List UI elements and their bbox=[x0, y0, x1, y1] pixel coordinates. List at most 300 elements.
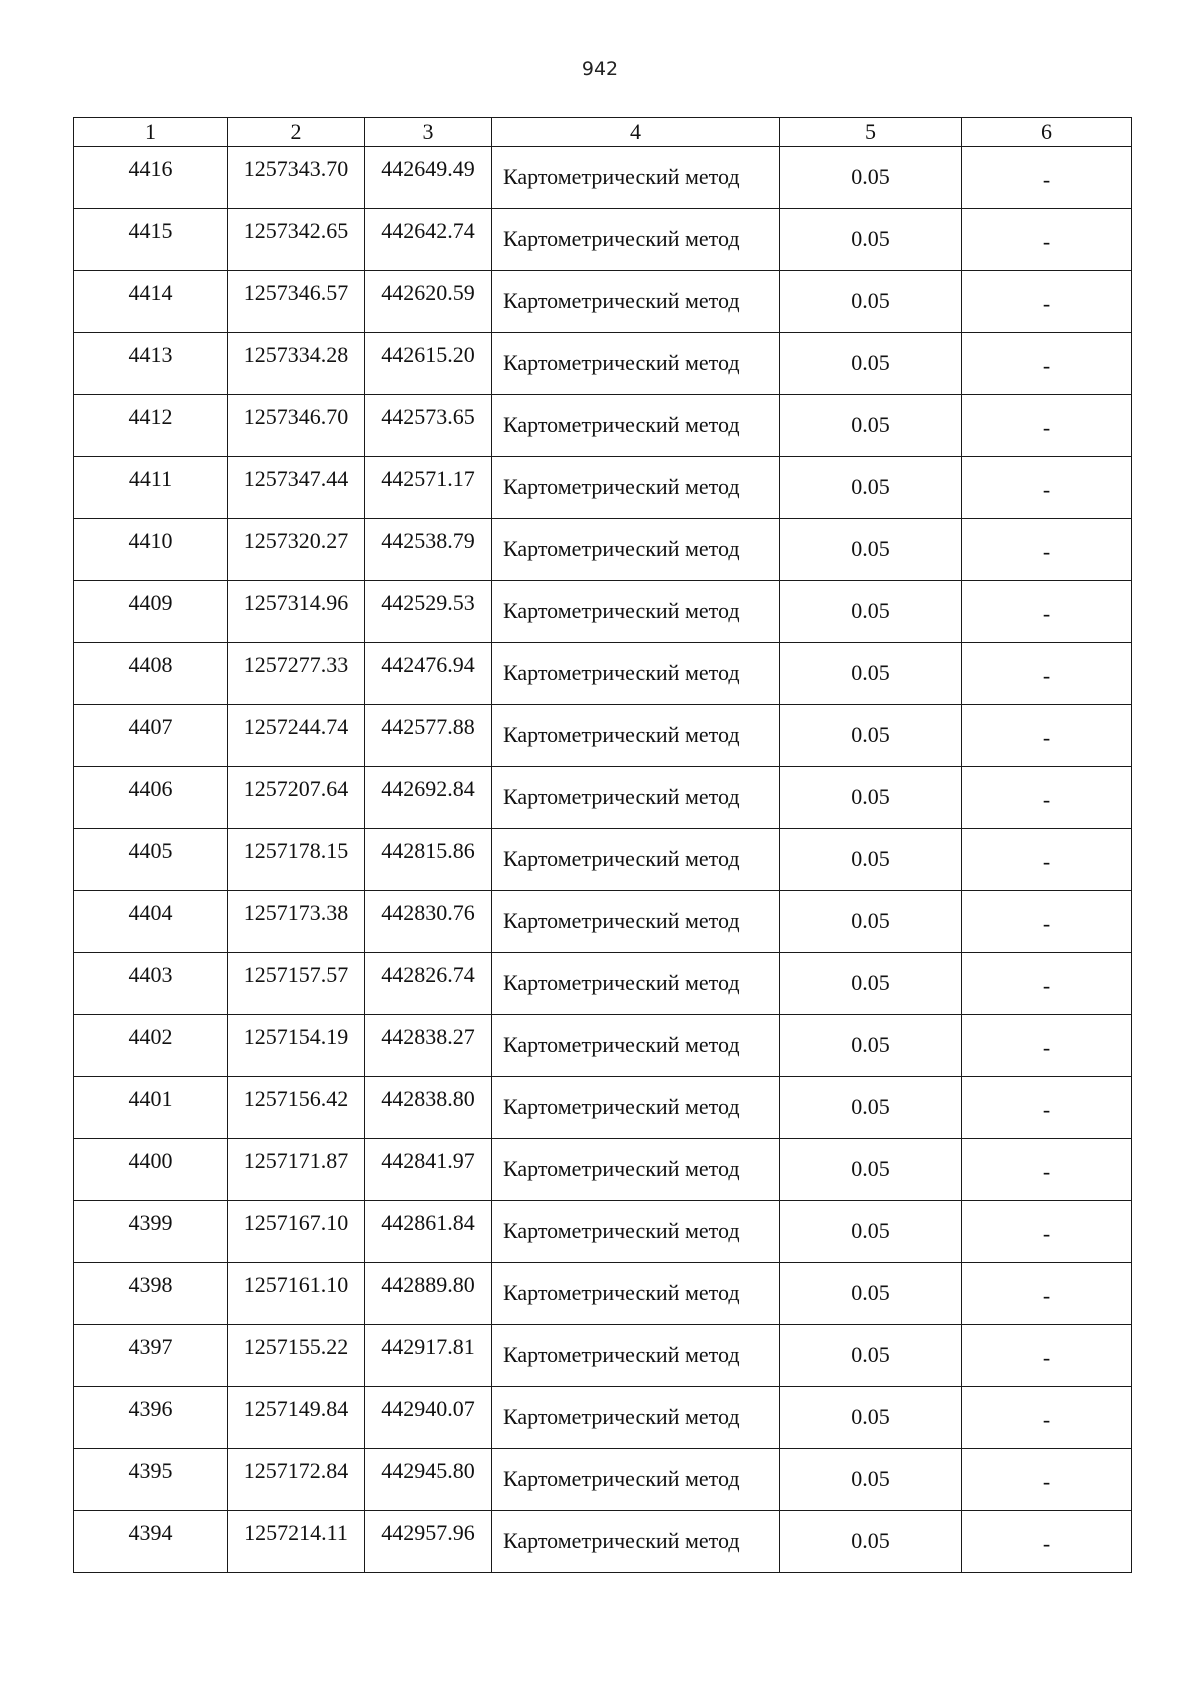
note-cell bbox=[962, 209, 1132, 271]
y-coordinate-value: 442649.49 bbox=[381, 155, 475, 181]
point-number-value: 4396 bbox=[128, 1395, 173, 1421]
column-header-5: 5 bbox=[780, 118, 962, 147]
x-coordinate-value: 1257244.74 bbox=[243, 713, 349, 739]
method-cell bbox=[492, 1015, 780, 1077]
accuracy-value: 0.05 bbox=[851, 1403, 890, 1429]
y-coordinate-value: 442838.27 bbox=[381, 1023, 475, 1049]
note-cell bbox=[962, 1449, 1132, 1511]
accuracy-value: 0.05 bbox=[851, 845, 890, 871]
x-coordinate-value: 1257347.44 bbox=[243, 465, 349, 491]
accuracy-cell bbox=[780, 1015, 962, 1077]
accuracy-value: 0.05 bbox=[851, 535, 890, 561]
x-coordinate-cell bbox=[228, 1449, 365, 1511]
y-coordinate-value: 442642.74 bbox=[381, 217, 475, 243]
method-cell bbox=[492, 147, 780, 209]
point-number-value: 4402 bbox=[128, 1023, 173, 1049]
method-cell bbox=[492, 891, 780, 953]
note-cell bbox=[962, 1511, 1132, 1573]
note-cell bbox=[962, 829, 1132, 891]
y-coordinate-cell bbox=[365, 519, 492, 581]
point-number-cell bbox=[74, 1263, 228, 1325]
accuracy-value: 0.05 bbox=[851, 659, 890, 685]
point-number-value: 4397 bbox=[128, 1333, 173, 1359]
point-number-value: 4415 bbox=[128, 217, 173, 243]
y-coordinate-value: 442830.76 bbox=[381, 899, 475, 925]
method-cell bbox=[492, 829, 780, 891]
accuracy-cell bbox=[780, 953, 962, 1015]
y-coordinate-value: 442815.86 bbox=[381, 837, 475, 863]
point-number-cell bbox=[74, 1449, 228, 1511]
x-coordinate-value: 1257214.11 bbox=[244, 1519, 348, 1545]
note-value: - bbox=[1042, 1530, 1051, 1556]
table-row bbox=[74, 333, 1132, 395]
accuracy-value: 0.05 bbox=[851, 907, 890, 933]
x-coordinate-value: 1257343.70 bbox=[243, 155, 349, 181]
x-coordinate-value: 1257173.38 bbox=[243, 899, 349, 925]
y-coordinate-value: 442476.94 bbox=[381, 651, 475, 677]
note-value: - bbox=[1042, 1034, 1051, 1060]
accuracy-value: 0.05 bbox=[851, 225, 890, 251]
x-coordinate-cell bbox=[228, 953, 365, 1015]
table-row bbox=[74, 271, 1132, 333]
method-value: Картометрический метод bbox=[503, 1217, 740, 1243]
y-coordinate-cell bbox=[365, 643, 492, 705]
note-value: - bbox=[1042, 786, 1051, 812]
y-coordinate-cell bbox=[365, 1263, 492, 1325]
method-cell bbox=[492, 643, 780, 705]
accuracy-value: 0.05 bbox=[851, 1341, 890, 1367]
method-value: Картометрический метод bbox=[503, 535, 740, 561]
x-coordinate-value: 1257155.22 bbox=[243, 1333, 349, 1359]
method-value: Картометрический метод bbox=[503, 163, 740, 189]
x-coordinate-value: 1257334.28 bbox=[243, 341, 349, 367]
point-number-cell bbox=[74, 1325, 228, 1387]
point-number-cell bbox=[74, 1201, 228, 1263]
point-number-cell bbox=[74, 1015, 228, 1077]
point-number-value: 4408 bbox=[128, 651, 173, 677]
table-row bbox=[74, 1511, 1132, 1573]
x-coordinate-cell bbox=[228, 519, 365, 581]
accuracy-cell bbox=[780, 1511, 962, 1573]
y-coordinate-value: 442940.07 bbox=[381, 1395, 475, 1421]
accuracy-cell bbox=[780, 209, 962, 271]
accuracy-cell bbox=[780, 395, 962, 457]
accuracy-value: 0.05 bbox=[851, 721, 890, 747]
accuracy-value: 0.05 bbox=[851, 783, 890, 809]
note-value: - bbox=[1042, 352, 1051, 378]
x-coordinate-value: 1257346.57 bbox=[243, 279, 349, 305]
method-cell bbox=[492, 1139, 780, 1201]
method-cell bbox=[492, 581, 780, 643]
note-value: - bbox=[1042, 228, 1051, 254]
point-number-cell bbox=[74, 767, 228, 829]
table-row bbox=[74, 209, 1132, 271]
note-value: - bbox=[1042, 290, 1051, 316]
x-coordinate-cell bbox=[228, 1015, 365, 1077]
x-coordinate-value: 1257161.10 bbox=[243, 1271, 349, 1297]
table-row bbox=[74, 643, 1132, 705]
note-value: - bbox=[1042, 1344, 1051, 1370]
y-coordinate-value: 442538.79 bbox=[381, 527, 475, 553]
note-value: - bbox=[1042, 476, 1051, 502]
point-number-cell bbox=[74, 705, 228, 767]
y-coordinate-cell bbox=[365, 767, 492, 829]
note-cell bbox=[962, 271, 1132, 333]
note-value: - bbox=[1042, 1282, 1051, 1308]
point-number-value: 4394 bbox=[128, 1519, 173, 1545]
table-row bbox=[74, 1139, 1132, 1201]
x-coordinate-cell bbox=[228, 1325, 365, 1387]
y-coordinate-value: 442577.88 bbox=[381, 713, 475, 739]
point-number-cell bbox=[74, 891, 228, 953]
table-row bbox=[74, 1449, 1132, 1511]
x-coordinate-cell bbox=[228, 1511, 365, 1573]
method-cell bbox=[492, 767, 780, 829]
point-number-cell bbox=[74, 209, 228, 271]
accuracy-cell bbox=[780, 457, 962, 519]
note-value: - bbox=[1042, 848, 1051, 874]
x-coordinate-cell bbox=[228, 395, 365, 457]
table-row bbox=[74, 1263, 1132, 1325]
note-cell bbox=[962, 1263, 1132, 1325]
method-value: Картометрический метод bbox=[503, 411, 740, 437]
table-row bbox=[74, 1077, 1132, 1139]
method-cell bbox=[492, 1387, 780, 1449]
point-number-cell bbox=[74, 643, 228, 705]
accuracy-cell bbox=[780, 1263, 962, 1325]
x-coordinate-cell bbox=[228, 829, 365, 891]
note-value: - bbox=[1042, 662, 1051, 688]
table-row bbox=[74, 953, 1132, 1015]
method-value: Картометрический метод bbox=[503, 1031, 740, 1057]
table-row bbox=[74, 1325, 1132, 1387]
x-coordinate-cell bbox=[228, 1201, 365, 1263]
point-number-cell bbox=[74, 1511, 228, 1573]
point-number-value: 4413 bbox=[128, 341, 173, 367]
method-cell bbox=[492, 1077, 780, 1139]
x-coordinate-cell bbox=[228, 209, 365, 271]
accuracy-cell bbox=[780, 1325, 962, 1387]
y-coordinate-cell bbox=[365, 1015, 492, 1077]
note-value: - bbox=[1042, 1158, 1051, 1184]
accuracy-cell bbox=[780, 829, 962, 891]
point-number-value: 4406 bbox=[128, 775, 173, 801]
accuracy-value: 0.05 bbox=[851, 1279, 890, 1305]
accuracy-value: 0.05 bbox=[851, 1465, 890, 1491]
point-number-value: 4398 bbox=[128, 1271, 173, 1297]
accuracy-cell bbox=[780, 767, 962, 829]
note-value: - bbox=[1042, 1406, 1051, 1432]
x-coordinate-cell bbox=[228, 705, 365, 767]
point-number-cell bbox=[74, 457, 228, 519]
y-coordinate-cell bbox=[365, 457, 492, 519]
method-cell bbox=[492, 1511, 780, 1573]
note-cell bbox=[962, 767, 1132, 829]
method-value: Картометрический метод bbox=[503, 1341, 740, 1367]
table-row bbox=[74, 1201, 1132, 1263]
method-value: Картометрический метод bbox=[503, 287, 740, 313]
point-number-value: 4416 bbox=[128, 155, 173, 181]
method-value: Картометрический метод bbox=[503, 1279, 740, 1305]
note-cell bbox=[962, 1077, 1132, 1139]
method-value: Картометрический метод bbox=[503, 1403, 740, 1429]
method-cell bbox=[492, 1201, 780, 1263]
method-cell bbox=[492, 705, 780, 767]
accuracy-value: 0.05 bbox=[851, 163, 890, 189]
x-coordinate-cell bbox=[228, 457, 365, 519]
note-cell bbox=[962, 519, 1132, 581]
x-coordinate-cell bbox=[228, 147, 365, 209]
y-coordinate-value: 442841.97 bbox=[381, 1147, 475, 1173]
point-number-value: 4399 bbox=[128, 1209, 173, 1235]
y-coordinate-value: 442826.74 bbox=[381, 961, 475, 987]
y-coordinate-cell bbox=[365, 209, 492, 271]
table-row bbox=[74, 395, 1132, 457]
x-coordinate-cell bbox=[228, 1077, 365, 1139]
page-number: 942 bbox=[581, 58, 619, 80]
table-body bbox=[74, 147, 1132, 1573]
point-number-cell bbox=[74, 333, 228, 395]
x-coordinate-cell bbox=[228, 1139, 365, 1201]
x-coordinate-value: 1257207.64 bbox=[243, 775, 349, 801]
x-coordinate-cell bbox=[228, 1263, 365, 1325]
point-number-value: 4412 bbox=[128, 403, 173, 429]
note-value: - bbox=[1042, 910, 1051, 936]
method-value: Картометрический метод bbox=[503, 349, 740, 375]
point-number-value: 4407 bbox=[128, 713, 173, 739]
point-number-value: 4404 bbox=[128, 899, 173, 925]
point-number-value: 4403 bbox=[128, 961, 173, 987]
point-number-value: 4409 bbox=[128, 589, 173, 615]
table-row bbox=[74, 891, 1132, 953]
y-coordinate-cell bbox=[365, 1449, 492, 1511]
coordinates-table bbox=[73, 117, 1132, 1573]
y-coordinate-value: 442620.59 bbox=[381, 279, 475, 305]
note-cell bbox=[962, 1201, 1132, 1263]
note-value: - bbox=[1042, 600, 1051, 626]
x-coordinate-cell bbox=[228, 333, 365, 395]
note-cell bbox=[962, 1139, 1132, 1201]
accuracy-value: 0.05 bbox=[851, 1031, 890, 1057]
x-coordinate-value: 1257157.57 bbox=[243, 961, 349, 987]
point-number-cell bbox=[74, 147, 228, 209]
point-number-value: 4395 bbox=[128, 1457, 173, 1483]
method-value: Картометрический метод bbox=[503, 783, 740, 809]
table-row bbox=[74, 519, 1132, 581]
accuracy-value: 0.05 bbox=[851, 411, 890, 437]
y-coordinate-value: 442573.65 bbox=[381, 403, 475, 429]
x-coordinate-value: 1257320.27 bbox=[243, 527, 349, 553]
x-coordinate-cell bbox=[228, 271, 365, 333]
note-cell bbox=[962, 953, 1132, 1015]
note-value: - bbox=[1042, 724, 1051, 750]
point-number-value: 4401 bbox=[128, 1085, 173, 1111]
accuracy-cell bbox=[780, 581, 962, 643]
note-value: - bbox=[1042, 1220, 1051, 1246]
table-row bbox=[74, 1015, 1132, 1077]
note-cell bbox=[962, 1387, 1132, 1449]
y-coordinate-value: 442861.84 bbox=[381, 1209, 475, 1235]
method-value: Картометрический метод bbox=[503, 969, 740, 995]
method-cell bbox=[492, 519, 780, 581]
method-cell bbox=[492, 953, 780, 1015]
table-row bbox=[74, 581, 1132, 643]
method-cell bbox=[492, 457, 780, 519]
method-value: Картометрический метод bbox=[503, 907, 740, 933]
accuracy-value: 0.05 bbox=[851, 1217, 890, 1243]
x-coordinate-cell bbox=[228, 891, 365, 953]
y-coordinate-value: 442571.17 bbox=[381, 465, 475, 491]
accuracy-value: 0.05 bbox=[851, 597, 890, 623]
y-coordinate-cell bbox=[365, 581, 492, 643]
accuracy-cell bbox=[780, 1449, 962, 1511]
y-coordinate-cell bbox=[365, 1139, 492, 1201]
accuracy-value: 0.05 bbox=[851, 473, 890, 499]
point-number-cell bbox=[74, 581, 228, 643]
table-row bbox=[74, 1387, 1132, 1449]
accuracy-value: 0.05 bbox=[851, 1527, 890, 1553]
accuracy-cell bbox=[780, 1077, 962, 1139]
x-coordinate-value: 1257314.96 bbox=[243, 589, 349, 615]
note-value: - bbox=[1042, 1468, 1051, 1494]
point-number-cell bbox=[74, 271, 228, 333]
y-coordinate-value: 442615.20 bbox=[381, 341, 475, 367]
point-number-cell bbox=[74, 519, 228, 581]
y-coordinate-cell bbox=[365, 1325, 492, 1387]
method-value: Картометрический метод bbox=[503, 721, 740, 747]
x-coordinate-value: 1257156.42 bbox=[243, 1085, 349, 1111]
x-coordinate-cell bbox=[228, 581, 365, 643]
method-cell bbox=[492, 1263, 780, 1325]
accuracy-cell bbox=[780, 271, 962, 333]
method-value: Картометрический метод bbox=[503, 597, 740, 623]
y-coordinate-value: 442838.80 bbox=[381, 1085, 475, 1111]
y-coordinate-cell bbox=[365, 395, 492, 457]
y-coordinate-cell bbox=[365, 333, 492, 395]
table-row bbox=[74, 705, 1132, 767]
point-number-cell bbox=[74, 829, 228, 891]
y-coordinate-cell bbox=[365, 1387, 492, 1449]
y-coordinate-value: 442692.84 bbox=[381, 775, 475, 801]
note-value: - bbox=[1042, 972, 1051, 998]
y-coordinate-value: 442957.96 bbox=[381, 1519, 475, 1545]
method-cell bbox=[492, 395, 780, 457]
method-value: Картометрический метод bbox=[503, 659, 740, 685]
accuracy-cell bbox=[780, 1139, 962, 1201]
y-coordinate-value: 442889.80 bbox=[381, 1271, 475, 1297]
point-number-value: 4411 bbox=[128, 465, 173, 491]
y-coordinate-cell bbox=[365, 147, 492, 209]
x-coordinate-value: 1257178.15 bbox=[243, 837, 349, 863]
method-value: Картометрический метод bbox=[503, 1465, 740, 1491]
point-number-cell bbox=[74, 395, 228, 457]
column-header-3: 3 bbox=[365, 118, 492, 147]
method-cell bbox=[492, 1449, 780, 1511]
note-cell bbox=[962, 643, 1132, 705]
y-coordinate-cell bbox=[365, 1201, 492, 1263]
note-value: - bbox=[1042, 166, 1051, 192]
method-value: Картометрический метод bbox=[503, 1155, 740, 1181]
point-number-cell bbox=[74, 1139, 228, 1201]
accuracy-value: 0.05 bbox=[851, 287, 890, 313]
note-cell bbox=[962, 147, 1132, 209]
accuracy-value: 0.05 bbox=[851, 1155, 890, 1181]
method-value: Картометрический метод bbox=[503, 1527, 740, 1553]
table-header bbox=[74, 118, 1132, 147]
y-coordinate-value: 442917.81 bbox=[381, 1333, 475, 1359]
accuracy-value: 0.05 bbox=[851, 349, 890, 375]
x-coordinate-value: 1257346.70 bbox=[243, 403, 349, 429]
accuracy-cell bbox=[780, 891, 962, 953]
y-coordinate-cell bbox=[365, 891, 492, 953]
x-coordinate-value: 1257172.84 bbox=[243, 1457, 349, 1483]
table-row bbox=[74, 829, 1132, 891]
x-coordinate-cell bbox=[228, 1387, 365, 1449]
note-cell bbox=[962, 333, 1132, 395]
method-value: Картометрический метод bbox=[503, 845, 740, 871]
y-coordinate-cell bbox=[365, 829, 492, 891]
method-value: Картометрический метод bbox=[503, 1093, 740, 1119]
note-cell bbox=[962, 1325, 1132, 1387]
method-cell bbox=[492, 1325, 780, 1387]
accuracy-cell bbox=[780, 147, 962, 209]
note-cell bbox=[962, 705, 1132, 767]
x-coordinate-value: 1257342.65 bbox=[243, 217, 349, 243]
x-coordinate-cell bbox=[228, 767, 365, 829]
x-coordinate-cell bbox=[228, 643, 365, 705]
accuracy-cell bbox=[780, 519, 962, 581]
note-value: - bbox=[1042, 1096, 1051, 1122]
x-coordinate-value: 1257171.87 bbox=[243, 1147, 349, 1173]
y-coordinate-cell bbox=[365, 271, 492, 333]
accuracy-cell bbox=[780, 705, 962, 767]
x-coordinate-value: 1257277.33 bbox=[243, 651, 349, 677]
point-number-cell bbox=[74, 1077, 228, 1139]
method-value: Картометрический метод bbox=[503, 225, 740, 251]
header-row bbox=[74, 118, 1132, 147]
x-coordinate-value: 1257167.10 bbox=[243, 1209, 349, 1235]
x-coordinate-value: 1257149.84 bbox=[243, 1395, 349, 1421]
method-cell bbox=[492, 333, 780, 395]
note-cell bbox=[962, 395, 1132, 457]
point-number-value: 4410 bbox=[128, 527, 173, 553]
y-coordinate-cell bbox=[365, 1511, 492, 1573]
note-cell bbox=[962, 1015, 1132, 1077]
column-header-6: 6 bbox=[962, 118, 1132, 147]
point-number-value: 4400 bbox=[128, 1147, 173, 1173]
method-cell bbox=[492, 209, 780, 271]
table-row bbox=[74, 767, 1132, 829]
y-coordinate-cell bbox=[365, 705, 492, 767]
note-cell bbox=[962, 891, 1132, 953]
accuracy-cell bbox=[780, 333, 962, 395]
table-row bbox=[74, 457, 1132, 519]
accuracy-cell bbox=[780, 643, 962, 705]
note-cell bbox=[962, 457, 1132, 519]
y-coordinate-value: 442529.53 bbox=[381, 589, 475, 615]
column-header-2: 2 bbox=[228, 118, 365, 147]
accuracy-value: 0.05 bbox=[851, 969, 890, 995]
point-number-value: 4414 bbox=[128, 279, 173, 305]
column-header-1: 1 bbox=[74, 118, 228, 147]
y-coordinate-cell bbox=[365, 953, 492, 1015]
accuracy-cell bbox=[780, 1201, 962, 1263]
accuracy-cell bbox=[780, 1387, 962, 1449]
method-value: Картометрический метод bbox=[503, 473, 740, 499]
note-value: - bbox=[1042, 538, 1051, 564]
point-number-cell bbox=[74, 1387, 228, 1449]
y-coordinate-value: 442945.80 bbox=[381, 1457, 475, 1483]
